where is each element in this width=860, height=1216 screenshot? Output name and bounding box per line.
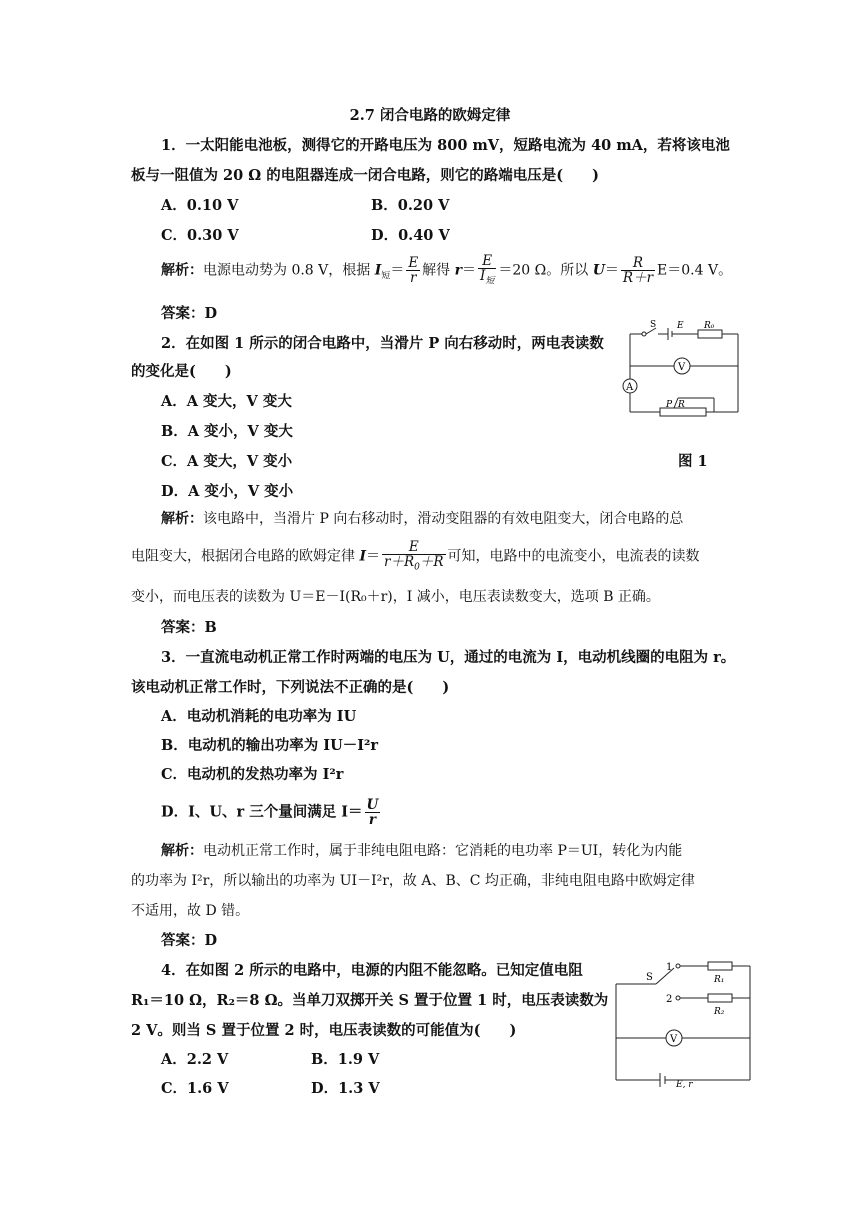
q1-analysis-label: 解析： bbox=[161, 262, 203, 279]
q4-stem-line1: 4．在如图 2 所示的电路中，电源的内阻不能忽略。已知定值电阻 bbox=[161, 962, 583, 979]
fig2-pos1-label: 1 bbox=[666, 962, 673, 973]
q1-answer: 答案：D bbox=[161, 305, 218, 322]
q1-option-b: B．0.20 V bbox=[371, 197, 450, 214]
fig1-r-label: R bbox=[678, 400, 685, 410]
fig2-r1-label: R₁ bbox=[714, 975, 725, 985]
q1-stem-line1: 1．一太阳能电池板，测得它的开路电压为 800 mV，短路电流为 40 mA，若将该电池 bbox=[161, 137, 730, 154]
fig2-pos2-label: 2 bbox=[666, 994, 673, 1005]
q1-analysis-part1: 电源电动势为 0.8 V，根据 bbox=[203, 262, 375, 279]
q2-option-b: B．A 变小，V 变大 bbox=[161, 423, 293, 440]
figure-1-circuit bbox=[620, 316, 744, 420]
q3-option-d: D．I、U、r 三个量间满足 I＝ $\frac{U}{r}$ bbox=[161, 797, 379, 829]
q2-option-c: C．A 变大，V 变小 bbox=[161, 453, 293, 470]
q1-stem-line2: 板与一阻值为 20 Ω 的电阻器连成一闭合电路，则它的路端电压是( ) bbox=[131, 167, 599, 184]
q2-option-a: A．A 变大，V 变大 bbox=[161, 393, 292, 410]
q1-analysis-part2: 解得 bbox=[422, 262, 455, 279]
r2-resistor bbox=[708, 994, 732, 1002]
q1-option-c: C．0.30 V bbox=[161, 227, 239, 244]
q2-stem-line2: 的变化是( ) bbox=[131, 363, 232, 380]
q4-option-c: C．1.6 V bbox=[161, 1080, 229, 1097]
q4-stem-line2: R₁＝10 Ω，R₂＝8 Ω。当单刀双掷开关 S 置于位置 1 时，电压表读数为 bbox=[131, 992, 609, 1009]
fig2-r2-label: R₂ bbox=[714, 1007, 725, 1017]
q4-option-b: B．1.9 V bbox=[311, 1051, 380, 1068]
figure-2-circuit bbox=[608, 952, 758, 1088]
fig2-er-label: E, r bbox=[676, 1080, 693, 1088]
fig1-p-label: P bbox=[666, 400, 673, 410]
q2-analysis-line1: 解析：该电路中，当滑片 P 向右移动时，滑动变阻器的有效电阻变大，闭合电路的总 bbox=[161, 511, 684, 527]
fig1-v-label: V bbox=[678, 362, 686, 373]
q3-analysis-line3: 不适用，故 D 错。 bbox=[131, 903, 250, 919]
r1-resistor bbox=[708, 962, 732, 970]
fig2-v-label: V bbox=[670, 1034, 678, 1045]
q1-analysis: 解析：电源电动势为 0.8 V，根据 $I_短=$ $\frac{E}{r}$ 解得 r＝ $\frac{E}{I_短}$ ＝20 Ω。所以 U＝ $\frac{R}{R+r}$ E＝0.4 V。 bbox=[161, 253, 733, 287]
q1-option-d: D．0.40 V bbox=[371, 227, 450, 244]
q3-stem-line2: 该电动机正常工作时，下列说法不正确的是( ) bbox=[131, 679, 450, 696]
q2-stem-line1: 2．在如图 1 所示的闭合电路中，当滑片 P 向右移动时，两电表读数 bbox=[161, 335, 604, 352]
q3-option-b: B．电动机的输出功率为 IU－I²r bbox=[161, 737, 379, 754]
q2-option-d: D．A 变小，V 变小 bbox=[161, 483, 294, 500]
fig1-r0-label: R₀ bbox=[704, 321, 715, 331]
fig1-a-label: A bbox=[626, 382, 634, 393]
fig2-s-label: S bbox=[646, 972, 653, 983]
figure-1-caption: 图 1 bbox=[678, 453, 708, 470]
q3-option-c: C．电动机的发热功率为 I²r bbox=[161, 766, 344, 783]
q2-analysis-line2: 电阻变大，根据闭合电路的欧姆定律 I＝ $\frac{E}{r+R_0+R}$ 可知，电路中的电流变小，电流表的读数 bbox=[131, 539, 700, 573]
q4-option-a: A．2.2 V bbox=[161, 1051, 229, 1068]
q3-answer: 答案：D bbox=[161, 932, 218, 949]
q3-analysis-line2: 的功率为 I²r，所以输出的功率为 UI－I²r，故 A、B、C 均正确，非纯电阻电路中欧姆定律 bbox=[131, 873, 695, 889]
q3-option-a: A．电动机消耗的电功率为 IU bbox=[161, 708, 357, 725]
q1-option-a: A．0.10 V bbox=[161, 197, 239, 214]
fig1-e-label: E bbox=[677, 321, 684, 331]
q3-stem-line1: 3．一直流电动机正常工作时两端的电压为 U，通过的电流为 I，电动机线圈的电阻为 r。 bbox=[161, 649, 736, 666]
q2-answer: 答案：B bbox=[161, 619, 217, 636]
q1-analysis-part4: E＝0.4 V。 bbox=[657, 262, 733, 279]
page-title: 2.7 闭合电路的欧姆定律 bbox=[349, 107, 511, 124]
q4-option-d: D．1.3 V bbox=[311, 1080, 380, 1097]
q4-stem-line3: 2 V。则当 S 置于位置 2 时，电压表读数的可能值为( ) bbox=[131, 1022, 517, 1039]
fig1-s-label: S bbox=[650, 320, 657, 330]
q2-analysis-line3: 变小，而电压表的读数为 U＝E－I(R₀＋r)，I 减小，电压表读数变大，选项 B 正确。 bbox=[131, 589, 660, 605]
q3-analysis-line1: 解析：电动机正常工作时，属于非纯电阻电路：它消耗的电功率 P＝UI，转化为内能 bbox=[161, 843, 683, 859]
r0-resistor bbox=[698, 330, 722, 338]
q1-analysis-part3: ＝20 Ω。所以 bbox=[498, 262, 593, 279]
